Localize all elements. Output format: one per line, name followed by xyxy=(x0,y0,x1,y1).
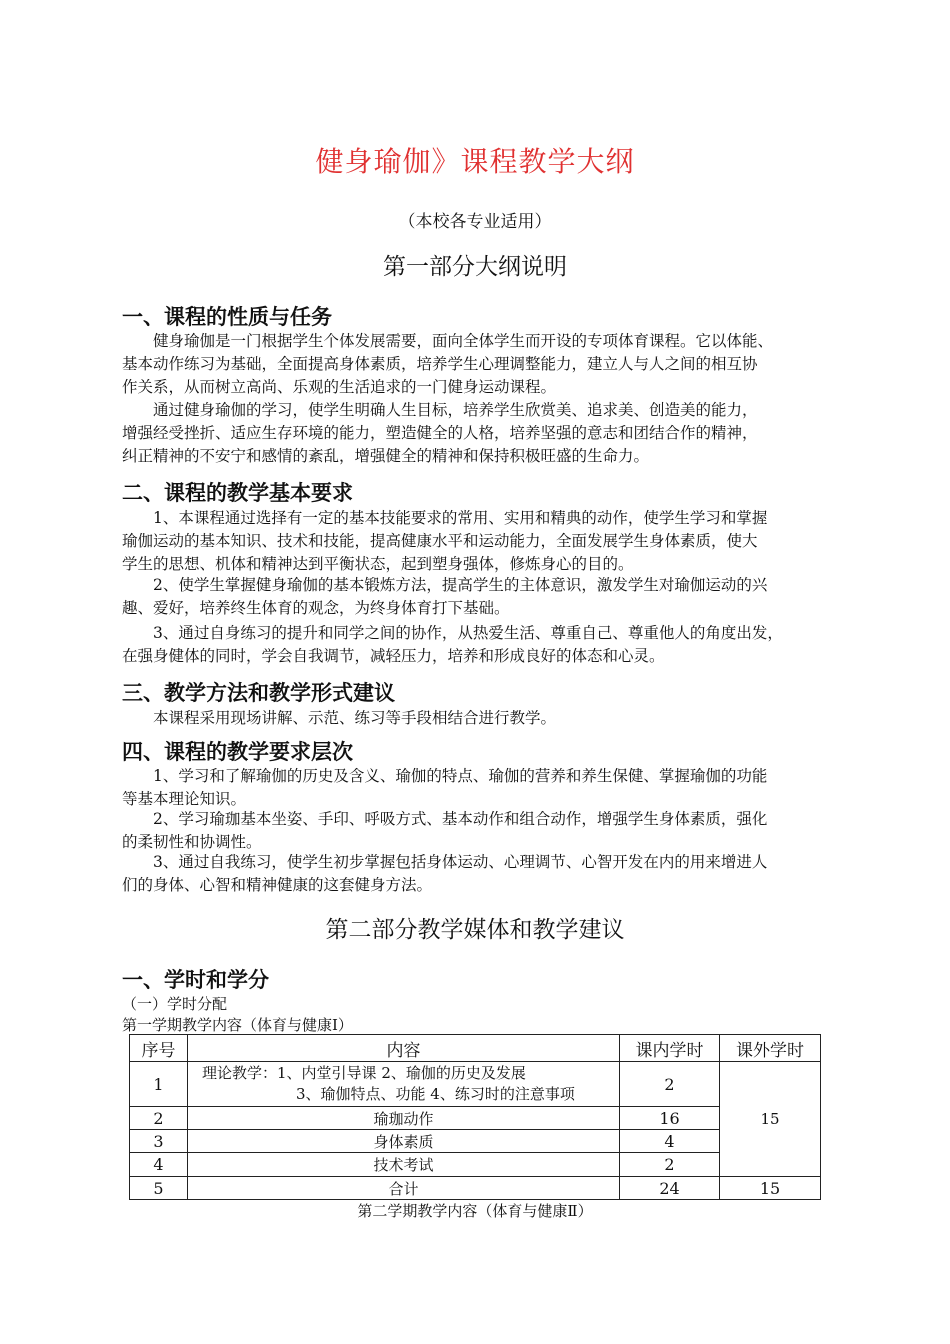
header-cell: 课内学时 xyxy=(620,1035,720,1062)
text-line: 的柔韧性和协调性。 xyxy=(122,833,262,851)
table-row xyxy=(130,1107,821,1130)
table-row xyxy=(130,1130,821,1153)
content-cell: 瑜珈动作 xyxy=(188,1107,620,1130)
section-4-paragraph-2 xyxy=(122,808,840,854)
text-line: 基本动作练习为基础，全面提高身体素质，培养学生心理调整能力，建立人与人之间的相互协 xyxy=(122,355,758,373)
text-line: 学生的思想、机体和精神达到平衡状态，起到塑身强体，修炼身心的目的。 xyxy=(122,555,634,573)
content-line: 理论教学：1、内堂引导课 2、瑜伽的历史及发展 xyxy=(202,1064,526,1082)
text-line: 趣、爱好，培养终生体育的观念，为终身体育打下基础。 xyxy=(122,599,510,617)
section-4-paragraph-3 xyxy=(122,851,840,897)
text-line: 增强经受挫折、适应生存环境的能力，塑造健全的人格，培养坚强的意志和团结合作的精神， xyxy=(122,424,758,442)
content-cell: 技术考试 xyxy=(188,1153,620,1177)
in-class-hours: 16 xyxy=(620,1107,720,1130)
section-5-heading: 一、学时和学分 xyxy=(122,968,269,992)
table-caption-2: 第二学期教学内容（体育与健康Ⅱ） xyxy=(357,1202,593,1220)
table-header-row xyxy=(130,1035,821,1062)
content-cell: 身体素质 xyxy=(188,1130,620,1153)
text-line: 等基本理论知识。 xyxy=(122,790,247,808)
hours-table xyxy=(129,1034,821,1200)
text-line: 通过健身瑜伽的学习，使学生明确人生目标，培养学生欣赏美、追求美、创造美的能力， xyxy=(122,401,758,419)
row-number: 4 xyxy=(130,1153,188,1177)
text-line: 本课程采用现场讲解、示范、练习等手段相结合进行教学。 xyxy=(122,709,557,727)
section-2-paragraph-3 xyxy=(122,622,840,668)
text-line: 作关系，从而树立高尚、乐观的生活追求的一门健身运动课程。 xyxy=(122,378,557,396)
in-class-hours: 2 xyxy=(620,1062,720,1107)
row-number: 2 xyxy=(130,1107,188,1130)
section-1-paragraph-1 xyxy=(122,330,840,399)
in-class-hours: 24 xyxy=(620,1177,720,1200)
section-4-paragraph-1 xyxy=(122,765,840,811)
text-line: 纠正精神的不安宁和感情的紊乱，增强健全的精神和保持积极旺盛的生命力。 xyxy=(122,447,650,465)
row-number: 3 xyxy=(130,1130,188,1153)
text-line: 3、通过自我练习，使学生初步掌握包括身体运动、心理调节、心智开发在内的用来增进人 xyxy=(122,853,768,871)
section-2-paragraph-2 xyxy=(122,574,840,620)
header-cell: 课外学时 xyxy=(720,1035,821,1062)
table-caption: 第一学期教学内容（体育与健康Ⅰ） xyxy=(122,1016,353,1034)
subsection-heading: （一）学时分配 xyxy=(122,995,228,1013)
section-3-paragraph-1 xyxy=(122,707,840,730)
content-line: 3、瑜伽特点、功能 4、练习时的注意事项 xyxy=(296,1085,575,1103)
document-title: 健身瑜伽》课程教学大纲 xyxy=(315,145,635,178)
content-cell xyxy=(188,1062,620,1107)
in-class-hours: 2 xyxy=(620,1153,720,1177)
row-number: 5 xyxy=(130,1177,188,1200)
section-1-heading: 一、课程的性质与任务 xyxy=(122,305,332,329)
out-class-hours: 15 xyxy=(720,1177,821,1200)
section-2-paragraph-1 xyxy=(122,507,840,576)
table-row xyxy=(130,1153,821,1177)
part-one-heading: 第一部分大纲说明 xyxy=(383,254,567,280)
part-two-heading: 第二部分教学媒体和教学建议 xyxy=(325,917,625,943)
text-line: 瑜伽运动的基本知识、技术和技能，提高健康水平和运动能力，全面发展学生身体素质，使大 xyxy=(122,532,758,550)
text-line: 健身瑜伽是一门根据学生个体发展需要，面向全体学生而开设的专项体育课程。它以体能、 xyxy=(122,332,774,350)
text-line: 2、学习瑜珈基本坐姿、手印、呼吸方式、基本动作和组合动作，增强学生身体素质，强化 xyxy=(122,810,768,828)
out-class-hours: 15 xyxy=(720,1062,821,1177)
text-line: 在强身健体的同时，学会自我调节，减轻压力，培养和形成良好的体态和心灵。 xyxy=(122,647,665,665)
content-cell: 合计 xyxy=(188,1177,620,1200)
header-cell: 序号 xyxy=(130,1035,188,1062)
document-subtitle: （本校各专业适用） xyxy=(398,212,552,232)
text-line: 1、本课程通过选择有一定的基本技能要求的常用、实用和精典的动作，使学生学习和掌握 xyxy=(122,509,768,527)
section-2-heading: 二、课程的教学基本要求 xyxy=(122,481,353,505)
text-line: 们的身体、心智和精神健康的这套健身方法。 xyxy=(122,876,433,894)
text-line: 2、使学生掌握健身瑜伽的基本锻炼方法，提高学生的主体意识，激发学生对瑜伽运动的兴 xyxy=(122,576,768,594)
header-cell: 内容 xyxy=(188,1035,620,1062)
section-1-paragraph-2 xyxy=(122,399,840,468)
text-line: 1、学习和了解瑜伽的历史及含义、瑜伽的特点、瑜伽的营养和养生保健、掌握瑜伽的功能 xyxy=(122,767,768,785)
row-number: 1 xyxy=(130,1062,188,1107)
section-4-heading: 四、课程的教学要求层次 xyxy=(122,740,353,764)
table-row xyxy=(130,1062,821,1107)
section-3-heading: 三、教学方法和教学形式建议 xyxy=(122,681,395,705)
text-line: 3、通过自身练习的提升和同学之间的协作，从热爱生活、尊重自己、尊重他人的角度出发， xyxy=(122,624,783,642)
in-class-hours: 4 xyxy=(620,1130,720,1153)
table-total-row xyxy=(130,1177,821,1200)
